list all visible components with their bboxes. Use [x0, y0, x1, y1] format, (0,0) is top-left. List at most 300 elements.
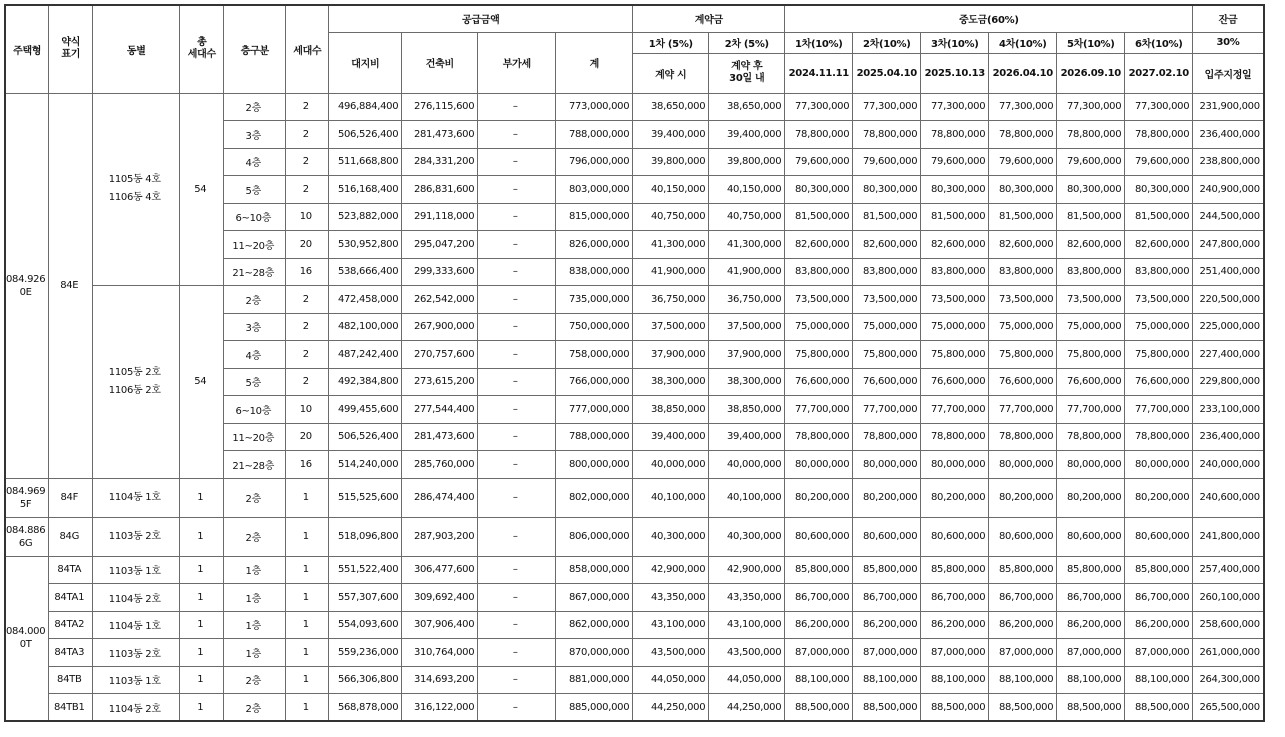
middle-payment-cell: 77,700,000	[1057, 396, 1125, 424]
units-cell: 1	[286, 478, 329, 517]
middle-payment-cell: 78,800,000	[921, 121, 989, 149]
middle-payment-cell: 82,600,000	[989, 231, 1057, 259]
units-cell: 1	[286, 639, 329, 667]
floor-cell: 1층	[224, 639, 286, 667]
deposit2-cell: 40,000,000	[709, 451, 785, 479]
middle-payment-cell: 80,200,000	[1125, 478, 1193, 517]
header-deposit2: 2차 (5%)	[709, 32, 785, 53]
floor-cell: 1층	[224, 556, 286, 584]
table-row	[5, 556, 1264, 584]
vat-cell: –	[478, 258, 556, 286]
middle-payment-cell: 77,300,000	[921, 93, 989, 121]
total-price-cell: 881,000,000	[556, 666, 633, 694]
building-cost-cell: 310,764,000	[402, 639, 478, 667]
middle-payment-cell: 77,700,000	[785, 396, 853, 424]
table-row	[5, 517, 1264, 556]
total-units-cell: 1	[180, 584, 224, 612]
abbr-cell: 84TB	[49, 666, 93, 694]
deposit2-cell: 42,900,000	[709, 556, 785, 584]
middle-payment-cell: 78,800,000	[1057, 423, 1125, 451]
middle-payment-cell: 80,200,000	[785, 478, 853, 517]
balance-cell: 244,500,000	[1193, 203, 1264, 231]
deposit2-cell: 40,750,000	[709, 203, 785, 231]
units-cell: 1	[286, 611, 329, 639]
middle-payment-cell: 80,300,000	[1125, 176, 1193, 204]
middle-payment-cell: 83,800,000	[989, 258, 1057, 286]
middle-payment-cell: 87,000,000	[785, 639, 853, 667]
table-row	[5, 666, 1264, 694]
floor-cell: 1층	[224, 611, 286, 639]
floor-cell: 21~28층	[224, 451, 286, 479]
middle-payment-cell: 77,700,000	[1125, 396, 1193, 424]
floor-cell: 11~20층	[224, 231, 286, 259]
building-cell: 1103동 2호	[93, 517, 180, 556]
header-middle-date-3: 2025.10.13	[921, 53, 989, 93]
total-price-cell: 802,000,000	[556, 478, 633, 517]
middle-payment-cell: 76,600,000	[1057, 368, 1125, 396]
middle-payment-cell: 81,500,000	[1125, 203, 1193, 231]
building-cost-cell: 295,047,200	[402, 231, 478, 259]
balance-cell: 229,800,000	[1193, 368, 1264, 396]
building-cost-cell: 291,118,000	[402, 203, 478, 231]
middle-payment-cell: 88,500,000	[989, 694, 1057, 722]
abbr-cell: 84G	[49, 517, 93, 556]
header-middle-2: 2차(10%)	[853, 32, 921, 53]
middle-payment-cell: 77,700,000	[921, 396, 989, 424]
building-cost-cell: 309,692,400	[402, 584, 478, 612]
floor-cell: 2층	[224, 93, 286, 121]
middle-payment-cell: 79,600,000	[853, 148, 921, 176]
floor-cell: 6~10층	[224, 396, 286, 424]
deposit1-cell: 41,900,000	[633, 258, 709, 286]
middle-payment-cell: 78,800,000	[989, 121, 1057, 149]
vat-cell: –	[478, 176, 556, 204]
middle-payment-cell: 82,600,000	[921, 231, 989, 259]
land-cost-cell: 516,168,400	[329, 176, 402, 204]
vat-cell: –	[478, 478, 556, 517]
building-cell: 1103동 1호	[93, 556, 180, 584]
middle-payment-cell: 80,600,000	[1125, 517, 1193, 556]
total-units-cell: 1	[180, 556, 224, 584]
total-units-cell: 1	[180, 694, 224, 722]
land-cost-cell: 511,668,800	[329, 148, 402, 176]
middle-payment-cell: 76,600,000	[921, 368, 989, 396]
total-price-cell: 858,000,000	[556, 556, 633, 584]
building-cell: 1104동 1호	[93, 611, 180, 639]
middle-payment-cell: 82,600,000	[1125, 231, 1193, 259]
middle-payment-cell: 80,000,000	[989, 451, 1057, 479]
floor-cell: 21~28층	[224, 258, 286, 286]
deposit1-cell: 42,900,000	[633, 556, 709, 584]
housing-type-cell: 084.969 5F	[5, 478, 49, 517]
header-deposit: 계약금	[633, 5, 785, 32]
vat-cell: –	[478, 584, 556, 612]
land-cost-cell: 566,306,800	[329, 666, 402, 694]
middle-payment-cell: 75,000,000	[989, 313, 1057, 341]
middle-payment-cell: 79,600,000	[1057, 148, 1125, 176]
balance-cell: 220,500,000	[1193, 286, 1264, 314]
header-middle-4: 4차(10%)	[989, 32, 1057, 53]
building-cost-cell: 286,831,600	[402, 176, 478, 204]
middle-payment-cell: 80,600,000	[785, 517, 853, 556]
units-cell: 1	[286, 666, 329, 694]
middle-payment-cell: 78,800,000	[921, 423, 989, 451]
middle-payment-cell: 78,800,000	[853, 121, 921, 149]
building-cost-cell: 286,474,400	[402, 478, 478, 517]
header-total: 계	[556, 32, 633, 93]
header-units: 세대수	[286, 5, 329, 93]
total-price-cell: 815,000,000	[556, 203, 633, 231]
middle-payment-cell: 86,700,000	[989, 584, 1057, 612]
vat-cell: –	[478, 313, 556, 341]
middle-payment-cell: 81,500,000	[989, 203, 1057, 231]
building-cost-cell: 285,760,000	[402, 451, 478, 479]
middle-payment-cell: 78,800,000	[853, 423, 921, 451]
middle-payment-cell: 79,600,000	[1125, 148, 1193, 176]
land-cost-cell: 551,522,400	[329, 556, 402, 584]
middle-payment-cell: 80,300,000	[921, 176, 989, 204]
middle-payment-cell: 80,000,000	[785, 451, 853, 479]
header-building-cost: 건축비	[402, 32, 478, 93]
housing-type-cell: 084.926 0E	[5, 93, 49, 478]
vat-cell: –	[478, 666, 556, 694]
units-cell: 2	[286, 121, 329, 149]
header-abbr: 약식 표기	[49, 5, 93, 93]
deposit1-cell: 38,300,000	[633, 368, 709, 396]
middle-payment-cell: 83,800,000	[1125, 258, 1193, 286]
middle-payment-cell: 81,500,000	[785, 203, 853, 231]
total-price-cell: 806,000,000	[556, 517, 633, 556]
total-price-cell: 773,000,000	[556, 93, 633, 121]
middle-payment-cell: 88,500,000	[1057, 694, 1125, 722]
deposit2-cell: 38,300,000	[709, 368, 785, 396]
land-cost-cell: 506,526,400	[329, 121, 402, 149]
units-cell: 20	[286, 231, 329, 259]
total-units-cell: 1	[180, 517, 224, 556]
header-middle-3: 3차(10%)	[921, 32, 989, 53]
balance-cell: 240,900,000	[1193, 176, 1264, 204]
middle-payment-cell: 82,600,000	[785, 231, 853, 259]
balance-cell: 236,400,000	[1193, 423, 1264, 451]
total-price-cell: 885,000,000	[556, 694, 633, 722]
building-cost-cell: 306,477,600	[402, 556, 478, 584]
land-cost-cell: 538,666,400	[329, 258, 402, 286]
deposit2-cell: 37,500,000	[709, 313, 785, 341]
units-cell: 10	[286, 396, 329, 424]
deposit1-cell: 38,850,000	[633, 396, 709, 424]
vat-cell: –	[478, 203, 556, 231]
balance-cell: 260,100,000	[1193, 584, 1264, 612]
deposit2-cell: 39,400,000	[709, 121, 785, 149]
middle-payment-cell: 75,000,000	[1125, 313, 1193, 341]
land-cost-cell: 557,307,600	[329, 584, 402, 612]
deposit1-cell: 39,800,000	[633, 148, 709, 176]
vat-cell: –	[478, 396, 556, 424]
deposit2-cell: 39,400,000	[709, 423, 785, 451]
middle-payment-cell: 86,200,000	[1125, 611, 1193, 639]
middle-payment-cell: 75,000,000	[1057, 313, 1125, 341]
land-cost-cell: 523,882,000	[329, 203, 402, 231]
floor-cell: 3층	[224, 121, 286, 149]
header-balance: 잔금	[1193, 5, 1264, 32]
middle-payment-cell: 80,600,000	[1057, 517, 1125, 556]
deposit1-cell: 40,000,000	[633, 451, 709, 479]
middle-payment-cell: 75,000,000	[853, 313, 921, 341]
table-body	[5, 93, 1264, 721]
total-price-cell: 862,000,000	[556, 611, 633, 639]
vat-cell: –	[478, 556, 556, 584]
total-price-cell: 735,000,000	[556, 286, 633, 314]
header-middle-1: 1차(10%)	[785, 32, 853, 53]
deposit1-cell: 40,300,000	[633, 517, 709, 556]
total-price-cell: 803,000,000	[556, 176, 633, 204]
building-cost-cell: 314,693,200	[402, 666, 478, 694]
building-cost-cell: 281,473,600	[402, 423, 478, 451]
middle-payment-cell: 73,500,000	[1125, 286, 1193, 314]
deposit1-cell: 38,650,000	[633, 93, 709, 121]
middle-payment-cell: 78,800,000	[1125, 121, 1193, 149]
middle-payment-cell: 86,700,000	[1125, 584, 1193, 612]
deposit1-cell: 40,750,000	[633, 203, 709, 231]
total-units-cell: 1	[180, 611, 224, 639]
balance-cell: 258,600,000	[1193, 611, 1264, 639]
middle-payment-cell: 88,500,000	[1125, 694, 1193, 722]
balance-cell: 240,600,000	[1193, 478, 1264, 517]
middle-payment-cell: 73,500,000	[921, 286, 989, 314]
deposit2-cell: 43,350,000	[709, 584, 785, 612]
total-price-cell: 766,000,000	[556, 368, 633, 396]
units-cell: 2	[286, 176, 329, 204]
middle-payment-cell: 88,500,000	[921, 694, 989, 722]
deposit1-cell: 44,050,000	[633, 666, 709, 694]
vat-cell: –	[478, 517, 556, 556]
building-cell: 1105동 4호 1106동 4호	[93, 93, 180, 286]
balance-cell: 240,000,000	[1193, 451, 1264, 479]
middle-payment-cell: 78,800,000	[989, 423, 1057, 451]
units-cell: 10	[286, 203, 329, 231]
header-vat: 부가세	[478, 32, 556, 93]
middle-payment-cell: 77,300,000	[785, 93, 853, 121]
deposit1-cell: 44,250,000	[633, 694, 709, 722]
total-price-cell: 788,000,000	[556, 423, 633, 451]
deposit2-cell: 37,900,000	[709, 341, 785, 369]
middle-payment-cell: 80,200,000	[1057, 478, 1125, 517]
abbr-cell: 84TA2	[49, 611, 93, 639]
deposit1-cell: 39,400,000	[633, 423, 709, 451]
middle-payment-cell: 79,600,000	[989, 148, 1057, 176]
middle-payment-cell: 85,800,000	[785, 556, 853, 584]
deposit1-cell: 37,900,000	[633, 341, 709, 369]
middle-payment-cell: 80,000,000	[1125, 451, 1193, 479]
building-cost-cell: 267,900,000	[402, 313, 478, 341]
balance-cell: 251,400,000	[1193, 258, 1264, 286]
table-row	[5, 639, 1264, 667]
land-cost-cell: 568,878,000	[329, 694, 402, 722]
header-supply-price: 공급금액	[329, 5, 633, 32]
deposit2-cell: 43,100,000	[709, 611, 785, 639]
total-units-cell: 54	[180, 93, 224, 286]
middle-payment-cell: 81,500,000	[1057, 203, 1125, 231]
deposit2-cell: 38,650,000	[709, 93, 785, 121]
floor-cell: 5층	[224, 368, 286, 396]
middle-payment-cell: 88,500,000	[853, 694, 921, 722]
deposit2-cell: 40,150,000	[709, 176, 785, 204]
vat-cell: –	[478, 148, 556, 176]
balance-cell: 225,000,000	[1193, 313, 1264, 341]
header-floor-group: 층구분	[224, 5, 286, 93]
floor-cell: 6~10층	[224, 203, 286, 231]
abbr-cell: 84F	[49, 478, 93, 517]
units-cell: 2	[286, 286, 329, 314]
land-cost-cell: 472,458,000	[329, 286, 402, 314]
middle-payment-cell: 75,000,000	[921, 313, 989, 341]
middle-payment-cell: 88,100,000	[989, 666, 1057, 694]
floor-cell: 2층	[224, 478, 286, 517]
middle-payment-cell: 86,700,000	[785, 584, 853, 612]
building-cost-cell: 287,903,200	[402, 517, 478, 556]
total-units-cell: 1	[180, 639, 224, 667]
total-price-cell: 800,000,000	[556, 451, 633, 479]
abbr-cell: 84TA1	[49, 584, 93, 612]
middle-payment-cell: 80,600,000	[989, 517, 1057, 556]
header-deposit1: 1차 (5%)	[633, 32, 709, 53]
vat-cell: –	[478, 286, 556, 314]
deposit2-cell: 38,850,000	[709, 396, 785, 424]
total-price-cell: 826,000,000	[556, 231, 633, 259]
middle-payment-cell: 75,800,000	[1057, 341, 1125, 369]
deposit1-cell: 40,100,000	[633, 478, 709, 517]
balance-cell: 247,800,000	[1193, 231, 1264, 259]
deposit1-cell: 40,150,000	[633, 176, 709, 204]
deposit2-cell: 39,800,000	[709, 148, 785, 176]
building-cost-cell: 307,906,400	[402, 611, 478, 639]
middle-payment-cell: 86,700,000	[853, 584, 921, 612]
middle-payment-cell: 75,800,000	[785, 341, 853, 369]
middle-payment-cell: 73,500,000	[853, 286, 921, 314]
middle-payment-cell: 80,300,000	[785, 176, 853, 204]
total-price-cell: 788,000,000	[556, 121, 633, 149]
middle-payment-cell: 80,300,000	[989, 176, 1057, 204]
middle-payment-cell: 87,000,000	[1125, 639, 1193, 667]
header-housing-type: 주택형	[5, 5, 49, 93]
vat-cell: –	[478, 694, 556, 722]
middle-payment-cell: 80,200,000	[989, 478, 1057, 517]
middle-payment-cell: 80,000,000	[853, 451, 921, 479]
middle-payment-cell: 73,500,000	[1057, 286, 1125, 314]
building-cost-cell: 270,757,600	[402, 341, 478, 369]
abbr-cell: 84TB1	[49, 694, 93, 722]
table-row	[5, 286, 1264, 314]
building-cost-cell: 316,122,000	[402, 694, 478, 722]
middle-payment-cell: 83,800,000	[853, 258, 921, 286]
total-units-cell: 54	[180, 286, 224, 479]
total-price-cell: 870,000,000	[556, 639, 633, 667]
header-middle-payment: 중도금(60%)	[785, 5, 1193, 32]
deposit2-cell: 40,300,000	[709, 517, 785, 556]
balance-cell: 257,400,000	[1193, 556, 1264, 584]
table-row	[5, 584, 1264, 612]
balance-cell: 241,800,000	[1193, 517, 1264, 556]
middle-payment-cell: 76,600,000	[785, 368, 853, 396]
middle-payment-cell: 85,800,000	[989, 556, 1057, 584]
header-deposit2-when: 계약 후 30일 내	[709, 53, 785, 93]
total-units-cell: 1	[180, 478, 224, 517]
header-total-units: 총 세대수	[180, 5, 224, 93]
middle-payment-cell: 75,800,000	[1125, 341, 1193, 369]
land-cost-cell: 530,952,800	[329, 231, 402, 259]
units-cell: 2	[286, 93, 329, 121]
middle-payment-cell: 86,200,000	[853, 611, 921, 639]
units-cell: 1	[286, 556, 329, 584]
middle-payment-cell: 86,700,000	[921, 584, 989, 612]
header-middle-date-4: 2026.04.10	[989, 53, 1057, 93]
balance-cell: 264,300,000	[1193, 666, 1264, 694]
middle-payment-cell: 78,800,000	[1057, 121, 1125, 149]
land-cost-cell: 499,455,600	[329, 396, 402, 424]
land-cost-cell: 554,093,600	[329, 611, 402, 639]
units-cell: 2	[286, 341, 329, 369]
middle-payment-cell: 81,500,000	[921, 203, 989, 231]
floor-cell: 4층	[224, 341, 286, 369]
land-cost-cell: 514,240,000	[329, 451, 402, 479]
middle-payment-cell: 75,800,000	[921, 341, 989, 369]
middle-payment-cell: 83,800,000	[921, 258, 989, 286]
deposit1-cell: 41,300,000	[633, 231, 709, 259]
middle-payment-cell: 80,000,000	[921, 451, 989, 479]
header-land: 대지비	[329, 32, 402, 93]
total-price-cell: 838,000,000	[556, 258, 633, 286]
middle-payment-cell: 88,100,000	[785, 666, 853, 694]
land-cost-cell: 559,236,000	[329, 639, 402, 667]
middle-payment-cell: 80,600,000	[853, 517, 921, 556]
middle-payment-cell: 76,600,000	[989, 368, 1057, 396]
building-cost-cell: 273,615,200	[402, 368, 478, 396]
deposit2-cell: 36,750,000	[709, 286, 785, 314]
middle-payment-cell: 77,300,000	[1125, 93, 1193, 121]
floor-cell: 2층	[224, 286, 286, 314]
header-middle-date-1: 2024.11.11	[785, 53, 853, 93]
balance-cell: 238,800,000	[1193, 148, 1264, 176]
units-cell: 16	[286, 258, 329, 286]
middle-payment-cell: 73,500,000	[989, 286, 1057, 314]
middle-payment-cell: 78,800,000	[1125, 423, 1193, 451]
total-units-cell: 1	[180, 666, 224, 694]
abbr-cell: 84TA	[49, 556, 93, 584]
middle-payment-cell: 86,700,000	[1057, 584, 1125, 612]
header-building: 동별	[93, 5, 180, 93]
middle-payment-cell: 77,700,000	[989, 396, 1057, 424]
deposit1-cell: 39,400,000	[633, 121, 709, 149]
middle-payment-cell: 88,100,000	[853, 666, 921, 694]
middle-payment-cell: 85,800,000	[1125, 556, 1193, 584]
deposit2-cell: 40,100,000	[709, 478, 785, 517]
table-row	[5, 694, 1264, 722]
deposit2-cell: 41,900,000	[709, 258, 785, 286]
middle-payment-cell: 86,200,000	[1057, 611, 1125, 639]
middle-payment-cell: 80,200,000	[921, 478, 989, 517]
middle-payment-cell: 83,800,000	[785, 258, 853, 286]
table-row	[5, 478, 1264, 517]
header-middle-date-6: 2027.02.10	[1125, 53, 1193, 93]
deposit1-cell: 43,100,000	[633, 611, 709, 639]
land-cost-cell: 518,096,800	[329, 517, 402, 556]
middle-payment-cell: 77,300,000	[1057, 93, 1125, 121]
table-row	[5, 93, 1264, 121]
deposit1-cell: 37,500,000	[633, 313, 709, 341]
land-cost-cell: 487,242,400	[329, 341, 402, 369]
middle-payment-cell: 85,800,000	[853, 556, 921, 584]
vat-cell: –	[478, 639, 556, 667]
